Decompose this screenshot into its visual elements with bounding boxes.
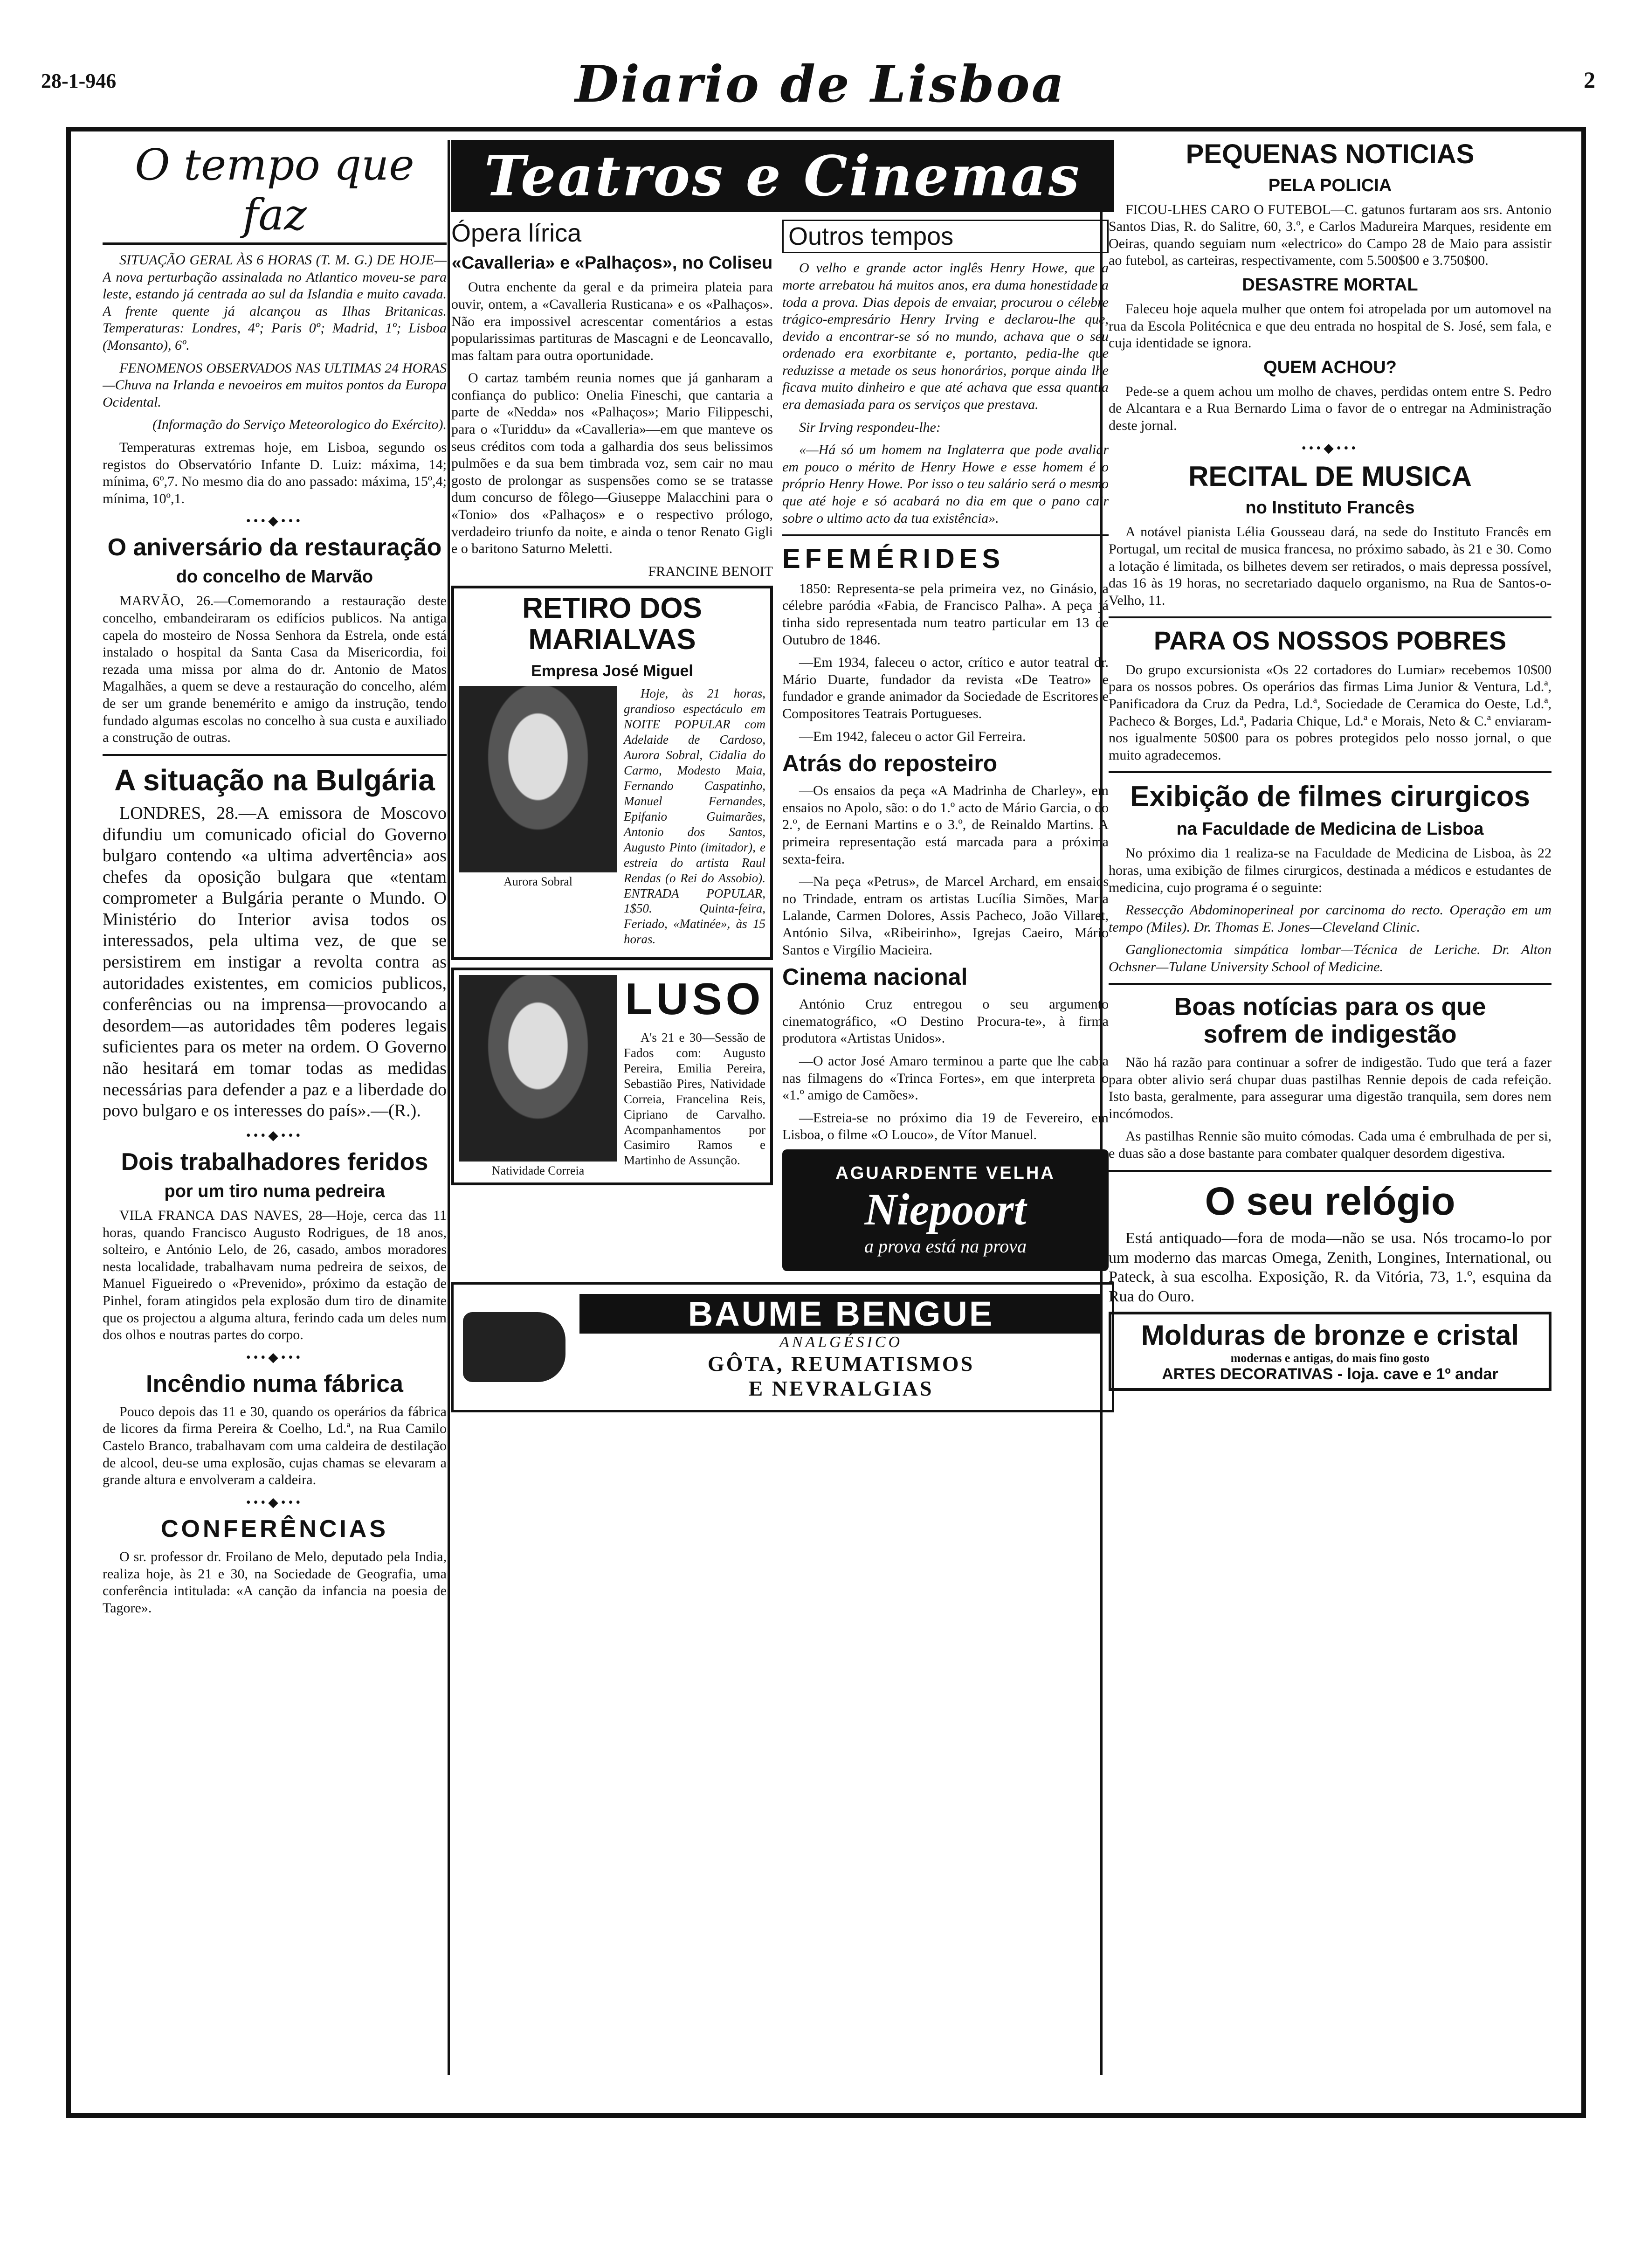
ad-title: O seu relógio xyxy=(1205,1179,1455,1223)
article-paragraph: MARVÃO, 26.—Comemorando a restauração deste concelho, embandeiraram os edifícios publicos. Na antiga capela do mosteiro de Nossa Senhora da Estrela, onde está instalado o hospital da Santa Casa da Misericordia, foi rezada uma missa por alma do dr. Antonio de Matos Magalhães, a quem se deve a restauração do concelho, além de ser um grande benemérito e amigo da instrução, tendo fundado algumas escolas no concelho à sua custa e auxiliado a construção de outras. xyxy=(103,593,447,746)
article-recital xyxy=(1109,462,1551,609)
ornament-divider: •••◆••• xyxy=(246,514,303,529)
ad-title: Molduras de bronze e cristal xyxy=(1141,1320,1519,1351)
article-paragraph: SITUAÇÃO GERAL ÀS 6 HORAS (T. M. G.) DE HOJE—A nova perturbação assinalada no Atlantico moveu-se para leste, estando já centrada ao sul da Islandia e muito cavada. A frente quente já alcançou as Ilhas Britanicas. Temperaturas: Londres, 4º; Paris 0º; Madrid, 1º; Lisboa (Monsanto), 6º. xyxy=(103,252,447,353)
article-paragraph: A notável pianista Lélia Gousseau dará, na sede do Instituto Francês em Portugal, um recital de musica francesa, no próximo sabado, às 21 e 30. Como a lotação é limitada, os bilhetes devem ser retirados, o mais depressa possível, das 16 às 19 horas, no secretariado daquelo organismo, na Rua de Santos-o-Velho, 11. xyxy=(1109,524,1551,608)
article-subtitle: por um tiro numa pedreira xyxy=(164,1181,385,1201)
article-title: O tempo que faz xyxy=(103,140,447,245)
divider xyxy=(1109,983,1551,985)
article-paragraph: FENOMENOS OBSERVADOS NAS ULTIMAS 24 HORAS—Chuva na Irlanda e nevoeiros em muitos pontos da Europa Ocidental. xyxy=(103,360,447,410)
ornament-divider: •••◆••• xyxy=(246,1350,303,1365)
article-credit: (Informação do Serviço Meteorologico do Exército). xyxy=(152,417,447,433)
article-paragraph: Outra enchente da geral e da primeira plateia para ouvir, ontem, a «Cavalleria Rusticana» e os «Palhaços». Não era impossivel acrescentar comentários a estas popularissimas partituras de Mascagni e de Leoncavallo, mas faltam para outra oportunidade. xyxy=(451,279,773,363)
article-filmes-cirurgicos xyxy=(1109,781,1551,975)
article-paragraph: Pouco depois das 11 e 30, quando os operários da fábrica de licores da firma Pereira & Coelho, Ld.ª, na Rua Camilo Castelo Branco, trabalhavam com uma caldeira de destilação de alcool, deu-se uma explosão, cujas chamas se elevaram a grande altura e envolveram a caldeira. xyxy=(103,1404,447,1488)
newspaper-title: Diario de Lisboa xyxy=(575,55,1066,114)
article-subtitle: «Cavalleria» e «Palhaços», no Coliseu xyxy=(451,253,773,273)
column-middle xyxy=(451,140,1114,2075)
ad-title: LUSO xyxy=(625,974,765,1024)
divider xyxy=(782,534,1109,536)
ad-retiro-marialvas xyxy=(451,586,773,960)
divider xyxy=(1109,616,1551,618)
article-conferencias xyxy=(103,1516,447,1617)
article-subtitle: na Faculdade de Medicina de Lisboa xyxy=(1176,819,1484,839)
ad-subtitle: Empresa José Miguel xyxy=(531,662,693,680)
article-subtitle: PELA POLICIA xyxy=(1268,175,1392,195)
article-restauracao xyxy=(103,534,447,747)
photo-caption: Aurora Sobral xyxy=(503,875,572,889)
divider xyxy=(1109,1170,1551,1172)
article-paragraph: Ganglionectomia simpática lombar—Técnica de Leriche. Dr. Alton Ochsner—Tulane University School of Medicine. xyxy=(1109,942,1551,975)
article-paragraph: Ressecção Abdominoperineal por carcinoma do recto. Operação em um tempo (Miles). Dr. Thomas E. Jones—Cleveland Clinic. xyxy=(1109,902,1551,935)
column-right xyxy=(1109,140,1551,2075)
article-title: Dois trabalhadores feridos xyxy=(121,1148,428,1175)
article-subheading: DESASTRE MORTAL xyxy=(1242,275,1418,295)
article-paragraph: O sr. professor dr. Froilano de Melo, deputado pela India, realiza hoje, às 21 e 30, na Sociedade de Geografia, uma conferência intitulada: «A canção da infancia na poesia de Tagore». xyxy=(103,1549,447,1616)
divider xyxy=(103,754,447,756)
article-paragraph: Pede-se a quem achou um molho de chaves, perdidas ontem entre S. Pedro de Alcantara e a Rua Bernardo Lima o favor de o entregar na Administração deste jornal. xyxy=(1109,383,1551,433)
ad-line: ANALGÉSICO xyxy=(779,1333,903,1351)
article-paragraph: Não há razão para continuar a sofrer de indigestão. Tudo que terá a fazer para obter alivio será chupar duas pastilhas Rennie depois de cada refeição. Isto basta, geralmente, para assegurar uma digestão tranquila, sem dores nem incómodos. xyxy=(1109,1055,1551,1121)
article-paragraph: —Em 1934, faleceu o actor, crítico e autor teatral dr. Mário Duarte, fundador da revista «De Teatro» e fundador e grande animador da Sociedade de Escritores e Compositores Teatrais Portugueses. xyxy=(782,655,1109,721)
article-feridos xyxy=(103,1149,447,1344)
column-left xyxy=(103,140,447,2075)
article-cinema-nacional xyxy=(782,964,1109,1144)
article-efemerides xyxy=(782,545,1109,745)
teatros-banner: Teatros e Cinemas xyxy=(451,140,1114,212)
photo-caption: Natividade Correia xyxy=(491,1164,585,1178)
article-paragraph: Faleceu hoje aquela mulher que ontem foi atropelada por um automovel na rua da Escola Politécnica e que deu entrada no hospital de S. José, sem fala, e cuja identidade se ignora. xyxy=(1109,301,1551,351)
ad-slogan: a prova está na prova xyxy=(864,1235,1027,1257)
article-title: EFEMÉRIDES xyxy=(782,544,1005,574)
article-title: Outros tempos xyxy=(782,220,1109,253)
article-pequenas-noticias xyxy=(1109,140,1551,435)
article-subtitle: do concelho de Marvão xyxy=(176,567,373,587)
article-title: Exibição de filmes cirurgicos xyxy=(1130,781,1530,813)
divider xyxy=(1109,771,1551,773)
article-paragraph: VILA FRANCA DAS NAVES, 28—Hoje, cerca das 11 horas, quando Francisco Augusto Rodrigues, de 18 anos, solteiro, e António Lelo, de 26, casado, ambos moradores nesta localidade, trabalhavam numa pedreira de seixos, de Manuel Figueiredo o «Prevenido», próximo da estação de Pinhel, foram atingidos pela explosão dum tiro de dinamite que os projectou a alguma altura, ferindo cada um deles num dos olhos e noutras partes do corpo. xyxy=(103,1207,447,1343)
article-paragraph: —Em 1942, faleceu o actor Gil Ferreira. xyxy=(799,728,1026,744)
article-paragraph: Temperaturas extremas hoje, em Lisboa, segundo os registos do Observatório Infante D. Luiz: máxima, 14; mínima, 6º,7. No mesmo dia do ano passado: máxima, 15º,4; mínima, 10º,1. xyxy=(103,439,447,506)
column-divider xyxy=(448,140,450,2075)
article-paragraph: FICOU-LHES CARO O FUTEBOL—C. gatunos furtaram aos srs. Antonio Santos Dias, R. do Salitre, 60, 3.º, e Carlos Madureira Marques, residente em Oeiras, quando seguiam num «electrico» do Campo 28 de Maio para assistir ao futebol, as carteiras, respectivamente, com 5.500$00 e 3.750$00. xyxy=(1109,201,1551,269)
article-boas-noticias xyxy=(1109,993,1551,1162)
article-subheading: QUEM ACHOU? xyxy=(1263,357,1397,377)
article-title: O aniversário da restauração xyxy=(107,534,442,561)
ad-line: GÔTA, REUMATISMOS xyxy=(707,1351,975,1376)
article-title: PARA OS NOSSOS POBRES xyxy=(1153,626,1507,656)
article-paragraph: O cartaz também reunia nomes que já ganharam a confiança do publico: Onelia Fineschi, que cantaria a parte de «Nedda» nos «Palhaços»; Mario Filippeschi, para o «Turiddu» da «Cavalleria»—em que manteve os seus créditos com toda a galhardia dos seus belissimos pulmões e da sua bem timbrada voz, sem cair no mau gosto de prolongar as suspensões como se se tratasse dum concurso de fôlego—Giuseppe Malacchini para o «Tonio» dos «Palhaços» e o respectivo prólogo, verdadeiro triunfo da noite, e ainda o tenor Renato Gigli e o baritono Saturno Meletti. xyxy=(451,370,773,557)
tube-icon xyxy=(463,1312,565,1382)
article-title: A situação na Bulgária xyxy=(114,763,435,797)
portrait-photo xyxy=(459,686,617,872)
article-outros-tempos xyxy=(782,220,1109,527)
ad-niepoort xyxy=(782,1149,1109,1271)
ad-brand: Niepoort xyxy=(864,1184,1027,1234)
article-subtitle: no Instituto Francês xyxy=(1245,498,1415,518)
ad-text: Hoje, às 21 horas, grandioso espectáculo em NOITE POPULAR com Adelaide de Cardoso, Aurora Sobral, Cidalia do Carmo, Modesto Maia, Fernando Caspatinho, Manuel Fernandes, Epifanio Guimarães, Antonio dos Santos, Augusto Pinto (imitador), e estreia do artista Raul Rendas (o Rei do Assobio). ENTRADA POPULAR, 1$50. Quinta-feira, Feriado, «Matinée», às 15 horas. xyxy=(624,686,765,947)
ad-brand: BAUME BENGUE xyxy=(579,1294,1103,1334)
article-title: Cinema nacional xyxy=(782,964,968,990)
article-title: Incêndio numa fábrica xyxy=(146,1370,403,1397)
article-title: Atrás do reposteiro xyxy=(782,750,998,777)
page-number: 2 xyxy=(1584,67,1595,93)
article-paragraph: —Os ensaios da peça «A Madrinha de Charley», em ensaios no Apolo, são: o do 1.º acto de Mário Garcia, o do 2.º, de Eernani Martins e o 3.º, de Reinaldo Martins. A primeira representação está marcada para a próxima sexta-feira. xyxy=(782,783,1109,867)
article-paragraph: Sir Irving respondeu-lhe: xyxy=(799,419,941,435)
portrait-photo xyxy=(459,975,617,1162)
article-paragraph: LONDRES, 28.—A emissora de Moscovo difundiu um comunicado oficial do Governo bulgaro contendo «a ultima advertência» aos chefes da oposição bulgara que «tentam comprometer a Bulgária perante o Mundo. O Ministério do Interior avisa todos os interessados, pela ultima vez, de que se persistirem em instigar a revolta contra as autoridades existentes, em comicios publicos, conferências ou na imprensa—provocando a desordem—as autoridades têm poderes legais suficientes para os meter na ordem. O Governo não hesitará em tomar todas as medidas necessárias para defender a paz e a liberdade do povo bulgaro e os interesses do país».—(R.). xyxy=(103,803,447,1121)
article-title: CONFERÊNCIAS xyxy=(160,1515,389,1542)
ad-line: E NEVRALGIAS xyxy=(748,1376,934,1400)
ad-luso xyxy=(451,968,773,1185)
article-paragraph: O velho e grande actor inglês Henry Howe, que a morte arrebatou há muitos anos, era duma honestidade a toda a prova. Dias depois de envaiar, procurou o célebre trágico-empresário Henry Irving e declarou-lhe que, devido a encontrar-se só no mundo, achava que o seu ordenado era exorbitante e, portanto, pedia-lhe que reduzisse a metade os seus honorários, porque ainda lhe ficava muito dinheiro e que até achava que essa quantia era demasiada para os serviços que prestava. xyxy=(782,260,1109,413)
article-pobres xyxy=(1109,627,1551,764)
ornament-divider: •••◆••• xyxy=(1301,441,1359,456)
ornament-divider: •••◆••• xyxy=(246,1495,303,1510)
ad-footer: ARTES DECORATIVAS - loja. cave e 1º andar xyxy=(1162,1365,1498,1383)
ad-line: modernas e antigas, do mais fino gosto xyxy=(1230,1351,1430,1365)
article-title: Ópera lírica xyxy=(451,219,582,247)
article-title: Boas notícias para os que sofrem de indigestão xyxy=(1174,993,1486,1048)
article-paragraph: «—Há só um homem na Inglaterra que pode avaliar em pouco o mérito de Henry Howe e esse homem é o próprio Henry Howe. Por isso o teu salário será o mesmo que até hoje e só acabará no dia em que o pano cair sobre o ultimo acto da tua existência». xyxy=(782,442,1109,526)
article-paragraph: António Cruz entregou o seu argumento cinematográfico, «O Destino Procura-te», à firma produtora «Artistas Unidos». xyxy=(782,996,1109,1046)
issue-date: 28-1-946 xyxy=(41,69,117,92)
subcolumn-opera xyxy=(451,220,773,1271)
ornament-divider: •••◆••• xyxy=(246,1128,303,1143)
subcolumn-outros xyxy=(782,220,1109,1271)
ad-baume-bengue xyxy=(451,1282,1114,1412)
ad-relogio xyxy=(1109,1180,1551,1307)
article-paragraph: No próximo dia 1 realiza-se na Faculdade de Medicina de Lisboa, às 22 horas, uma exibição de filmes cirurgicos, destinada a médicos e estudantes de medicina, cujo programa é o seguinte: xyxy=(1109,845,1551,895)
article-incendio xyxy=(103,1371,447,1489)
article-title: PEQUENAS NOTICIAS xyxy=(1186,140,1475,169)
article-opera xyxy=(451,220,773,580)
article-paragraph: —Estreia-se no próximo dia 19 de Fevereiro, em Lisboa, o filme «O Louco», de Vítor Manuel. xyxy=(782,1110,1109,1143)
article-signature: FRANCINE BENOIT xyxy=(648,563,773,579)
ad-text: Está antiquado—fora de moda—não se usa. Nós trocamo-lo por um moderno das marcas Omega, Zenith, Longines, International, ou Pateck, à sua escolha. Exposição, R. da Vitória, 73, 1.º, esquina da Rua do Ouro. xyxy=(1109,1230,1551,1305)
ad-molduras xyxy=(1109,1312,1551,1391)
article-paragraph: —O actor José Amaro terminou a parte que lhe cabia nas filmagens do «Trinca Fortes», em que interpreta o «1.º amigo de Camões». xyxy=(782,1053,1109,1103)
ad-text: A's 21 e 30—Sessão de Fados com: Augusto Pereira, Emilia Pereira, Sebastião Pires, Natividade Correia, Francelina Reis, Cipriano de Carvalho. Acompanhamentos por Casimiro Ramos e Martinho de Assunção. xyxy=(624,1030,765,1168)
article-tempo xyxy=(103,140,447,507)
ad-title: RETIRO DOS MARIALVAS xyxy=(522,592,702,656)
article-title: RECITAL DE MUSICA xyxy=(1188,460,1472,492)
article-paragraph: As pastilhas Rennie são muito cómodas. Cada uma é embrulhada de per si, e duas são a dose bastante para combater qualquer desordem digestiva. xyxy=(1109,1128,1551,1162)
ad-line: AGUARDENTE VELHA xyxy=(835,1163,1055,1183)
article-paragraph: —Na peça «Petrus», de Marcel Archard, em ensaios no Trindade, entram os artistas Lucília Simões, Maria Lalande, Carmen Dolores, Assis Pacheco, João Villaret, António Silva, «Ribeirinho», Igrejas Caeiro, Mário Santos e Virgílio Macieira. xyxy=(782,874,1109,958)
article-reposteiro xyxy=(782,751,1109,959)
article-bulgaria xyxy=(103,764,447,1122)
article-paragraph: 1850: Representa-se pela primeira vez, no Ginásio, a célebre paródia «Fabia, de Francisco Palha». A peça já tinha sido representada num teatro particular em 13 de Outubro de 1846. xyxy=(782,581,1109,648)
article-paragraph: Do grupo excursionista «Os 22 cortadores do Lumiar» recebemos 10$00 para os nossos pobres. Os operários das firmas Lima Junior & Ventura, Ld.ª, Panificadora da Cruz da Pedra, Ld.ª, Sociedade de Ceramica do Oeste, Ld.ª, Pacheco & Borges, Ld.ª, Padaria Chique, Ld.ª e Morais, Neto & C.ª enviaram-nos igualmente 50$00 para os pobres protegidos pelo nosso jornal, o que muito agradecemos. xyxy=(1109,662,1551,763)
